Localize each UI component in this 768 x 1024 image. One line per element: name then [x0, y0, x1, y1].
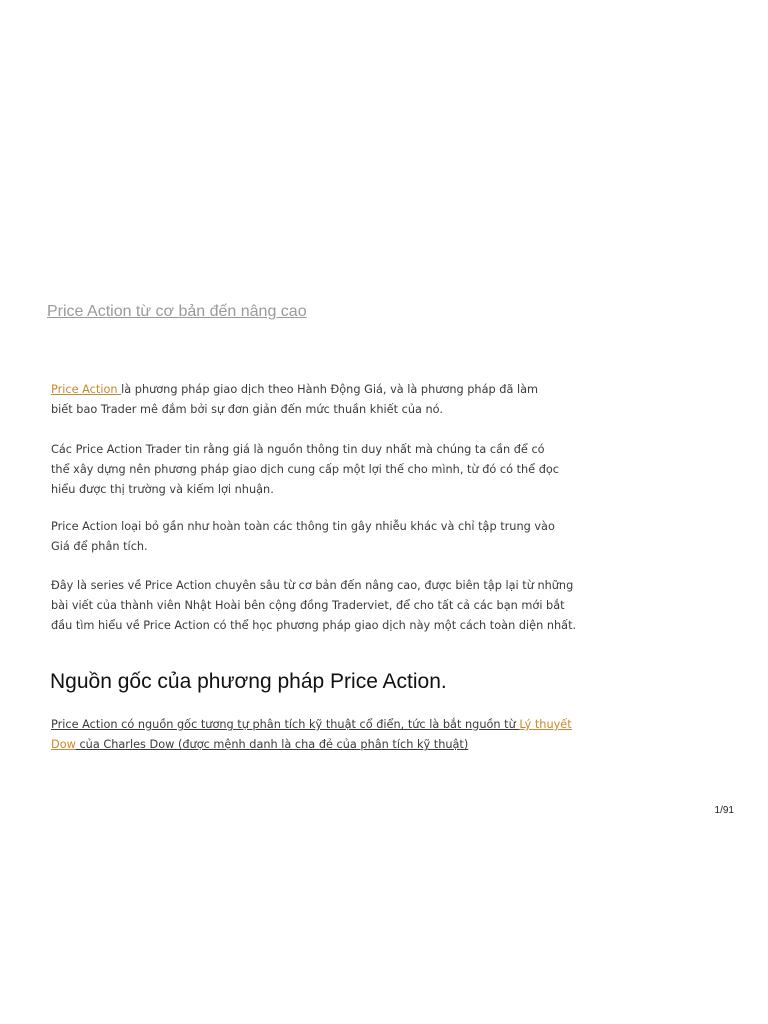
noise-line-1: Price Action loại bỏ gần như hoàn toàn các thông tin gây nhiễu khác và chỉ tập trung vào — [51, 520, 555, 533]
document-title-link[interactable]: Price Action từ cơ bản đến nâng cao — [47, 303, 307, 320]
origin-paragraph — [51, 715, 591, 755]
traders-paragraph — [51, 440, 591, 501]
traders-line-1: Các Price Action Trader tin rằng giá là nguồn thông tin duy nhất mà chúng ta cần để có — [51, 443, 545, 456]
intro-line-1: là phương pháp giao dịch theo Hành Động Giá, và là phương pháp đã làm — [121, 383, 539, 396]
intro-paragraph — [51, 380, 591, 420]
dow-link[interactable]: Dow — [51, 738, 76, 752]
noise-paragraph — [51, 517, 591, 557]
section-heading: Nguồn gốc của phương pháp Price Action. — [50, 670, 447, 693]
price-action-link[interactable]: Price Action — [51, 383, 122, 396]
traders-line-3: hiểu được thị trường và kiếm lợi nhuận. — [51, 483, 274, 497]
series-line-1: Đây là series về Price Action chuyên sâu từ cơ bản đến nâng cao, được biên tập lại từ những — [51, 579, 574, 592]
series-line-2: bài viết của thành viên Nhật Hoài bên cộng đồng Traderviet, để cho tất cả các bạn mới bắt — [51, 599, 565, 613]
series-line-3: đầu tìm hiểu về Price Action có thể học phương pháp giao dịch này một cách toàn diện nhất. — [51, 619, 577, 633]
page-number: 1/91 — [714, 805, 734, 816]
traders-line-2: thể xây dựng nên phương pháp giao dịch cung cấp một lợi thế cho mình, từ đó có thể đọc — [51, 463, 560, 477]
noise-line-2: Giá để phân tích. — [51, 540, 148, 554]
intro-line-2: biết bao Trader mê đắm bởi sự đơn giản đến mức thuần khiết của nó. — [51, 403, 443, 417]
origin-text-3: của Charles Dow (được mệnh danh là cha đẻ của phân tích kỹ thuật) — [75, 738, 469, 752]
series-paragraph — [51, 576, 591, 637]
ly-thuyet-link[interactable]: Lý thuyết — [519, 718, 572, 731]
origin-text-1: Price Action có nguồn gốc tương tự phân tích kỹ thuật cổ điển, tức là bắt nguồn từ — [51, 718, 520, 731]
